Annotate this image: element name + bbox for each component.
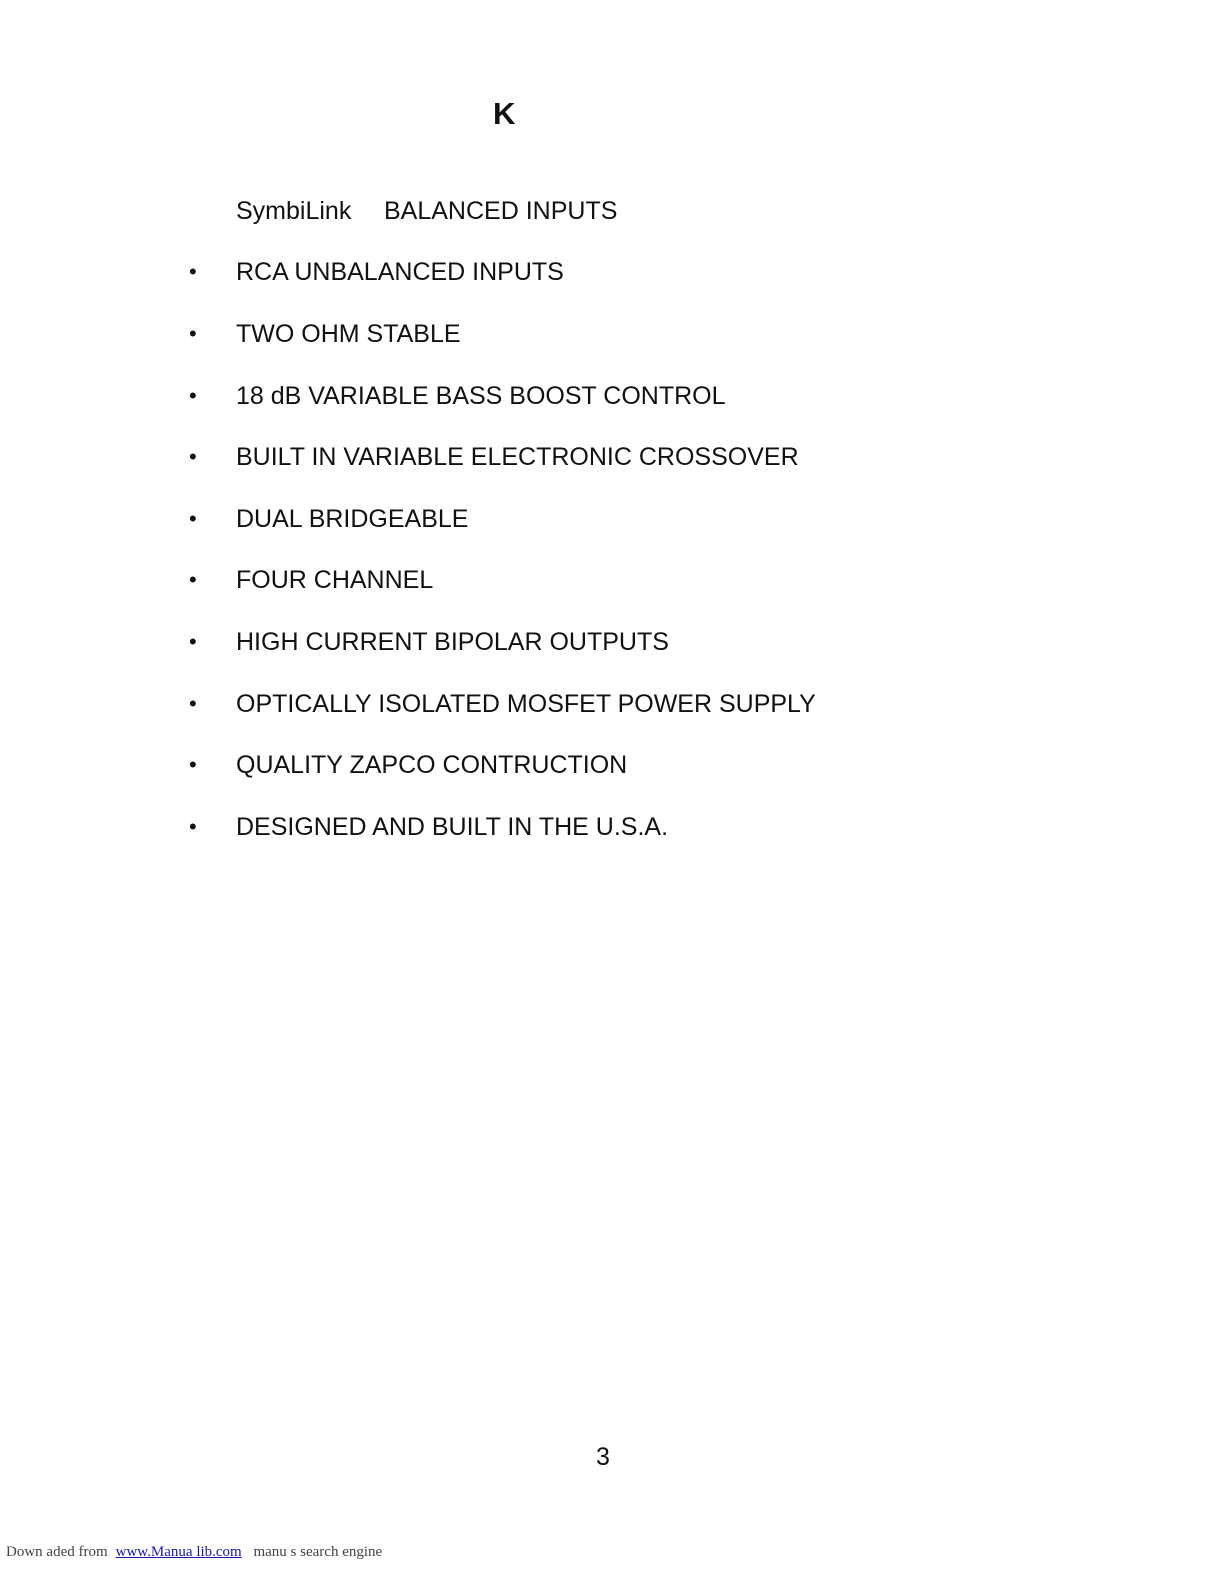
feature-text: BUILT IN VARIABLE ELECTRONIC CROSSOVER xyxy=(236,443,799,471)
feature-text: BALANCED INPUTS xyxy=(384,197,618,225)
feature-text: TWO OHM STABLE xyxy=(236,320,461,348)
bullet-icon: • xyxy=(189,814,197,839)
feature-text: 18 dB VARIABLE BASS BOOST CONTROL xyxy=(236,382,726,410)
bullet-icon: • xyxy=(189,506,197,531)
footer-link[interactable]: www.Manua lib.com xyxy=(115,1544,242,1560)
feature-text: DUAL BRIDGEABLE xyxy=(236,505,469,533)
brand-name: SymbiLink xyxy=(236,197,352,225)
bullet-icon: • xyxy=(189,752,197,777)
page-number: 3 xyxy=(596,1443,610,1471)
feature-text: RCA UNBALANCED INPUTS xyxy=(236,258,564,286)
feature-text: QUALITY ZAPCO CONTRUCTION xyxy=(236,751,628,779)
feature-text: OPTICALLY ISOLATED MOSFET POWER SUPPLY xyxy=(236,690,816,718)
bullet-icon: • xyxy=(189,259,197,284)
bullet-icon: • xyxy=(189,691,197,716)
bullet-icon: • xyxy=(189,444,197,469)
bullet-icon: • xyxy=(189,383,197,408)
footer-suffix: manu s search engine xyxy=(253,1544,383,1560)
feature-text: DESIGNED AND BUILT IN THE U.S.A. xyxy=(236,813,669,841)
feature-text: HIGH CURRENT BIPOLAR OUTPUTS xyxy=(236,628,669,656)
bullet-icon: • xyxy=(189,321,197,346)
page-heading: K xyxy=(493,96,516,131)
download-footer xyxy=(6,1542,390,1562)
footer-prefix: Down aded from xyxy=(6,1544,108,1560)
bullet-icon: • xyxy=(189,567,197,592)
bullet-icon: • xyxy=(189,629,197,654)
feature-text: FOUR CHANNEL xyxy=(236,566,434,594)
